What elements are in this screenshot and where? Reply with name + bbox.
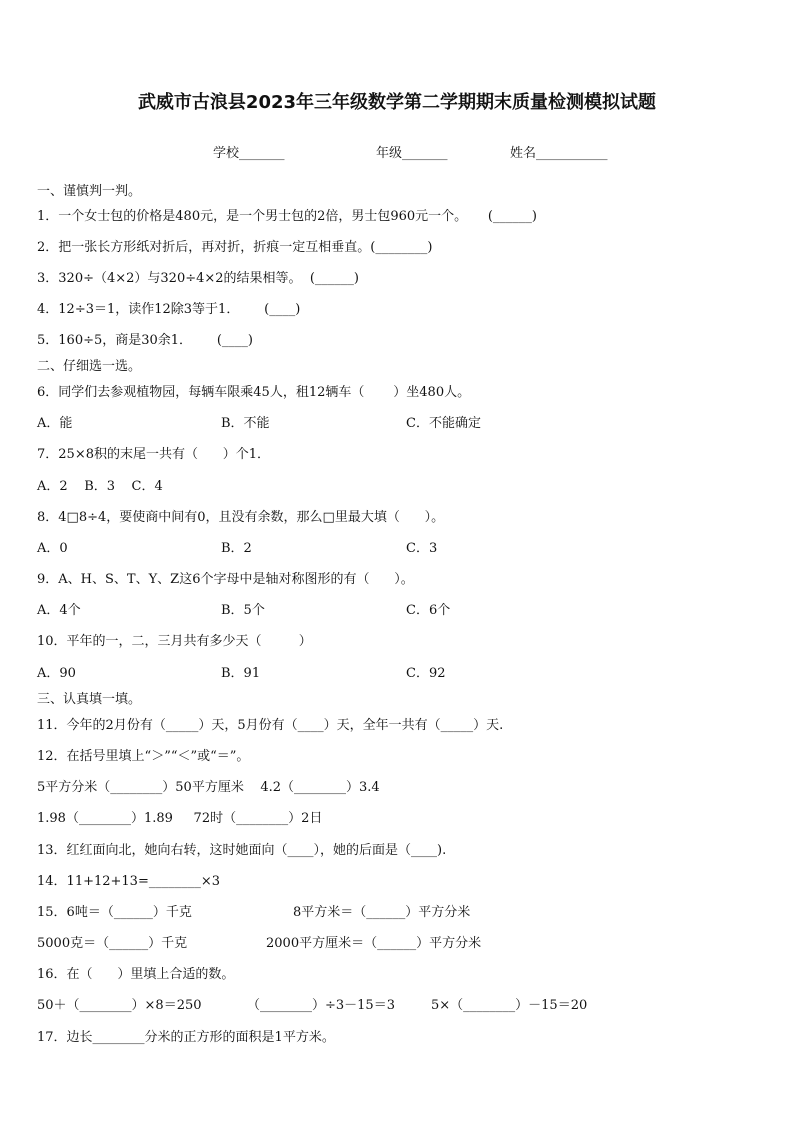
question-line-q10a: A．90: [37, 666, 76, 681]
question-line-q4: 4．12÷3＝1，读作12除3等于1． (____): [37, 302, 301, 317]
question-line-q12r2: 1.98（________）1.89 72时（________）2日: [37, 811, 323, 826]
question-line-q7o: A．2 B．3 C．4: [37, 479, 163, 494]
page-title: 武威市古浪县2023年三年级数学第二学期期末质量检测模拟试题: [137, 92, 657, 113]
question-line-q2: 2．把一张长方形纸对折后，再对折，折痕一定互相垂直。(________): [37, 240, 433, 255]
question-line-q8a: A．0: [37, 541, 68, 556]
question-line-q16: 16．在（ ）里填上合适的数。: [37, 967, 235, 982]
question-line-q6: 6．同学们去参观植物园，每辆车限乘45人，租12辆车（ ）坐480人。: [37, 385, 471, 400]
section-heading-sec1: 一、谨慎判一判。: [37, 184, 142, 199]
question-line-q1: 1．一个女士包的价格是480元，是一个男士包的2倍，男士包960元一个。 (______): [37, 209, 537, 224]
question-line-q13: 13．红红面向北，她向右转，这时她面向（____），她的后面是（____).: [37, 843, 447, 858]
question-line-q15b: 8平方米＝（______）平方分米: [293, 905, 471, 920]
question-line-q9a: A．4个: [37, 603, 81, 618]
question-line-q8b: B．2: [221, 541, 252, 556]
question-line-q10b: B．91: [221, 666, 261, 681]
question-line-q15a: 15．6吨＝（______）千克: [37, 905, 192, 920]
question-line-q9: 9．A、H、S、T、Y、Z这6个字母中是轴对称图形的有（ ）。: [37, 572, 414, 587]
question-line-q9b: B．5个: [221, 603, 265, 618]
grade-field[interactable]: 年级_______: [376, 146, 448, 161]
question-line-q6a: A．能: [37, 416, 73, 431]
question-line-q16c: 5×（________）－15＝20: [431, 998, 588, 1013]
question-line-q15c: 5000克＝（______）千克: [37, 936, 188, 951]
question-line-q10c: C．92: [406, 666, 446, 681]
question-line-q6b: B．不能: [221, 416, 270, 431]
question-line-q5: 5．160÷5，商是30余1． (____): [37, 333, 253, 348]
question-line-q8: 8．4□8÷4，要使商中间有0，且没有余数，那么□里最大填（ ）。: [37, 510, 445, 525]
section-heading-sec3: 三、认真填一填。: [37, 692, 142, 707]
question-line-q9c: C．6个: [406, 603, 451, 618]
question-line-q3: 3．320÷（4×2）与320÷4×2的结果相等。 (______): [37, 271, 359, 286]
question-line-q11: 11．今年的2月份有（_____）天，5月份有（____）天，全年一共有（_____）天.: [37, 718, 504, 733]
question-line-q16a: 50＋（________）×8＝250: [37, 998, 202, 1013]
question-line-q7: 7．25×8积的末尾一共有（ ）个1．: [37, 447, 271, 462]
school-field[interactable]: 学校_______: [213, 146, 285, 161]
question-line-q10: 10．平年的一，二，三月共有多少天（ ）: [37, 634, 312, 649]
question-line-q17: 17．边长________分米的正方形的面积是1平方米。: [37, 1030, 335, 1045]
section-heading-sec2: 二、仔细选一选。: [37, 359, 142, 374]
question-line-q14: 14．11+12+13=________×3: [37, 874, 221, 889]
question-line-q12r1: 5平方分米（________）50平方厘米 4.2（________）3.4: [37, 780, 380, 795]
name-field[interactable]: 姓名___________: [510, 146, 608, 161]
question-line-q16b: （________）÷3－15＝3: [247, 998, 395, 1013]
question-line-q8c: C．3: [406, 541, 438, 556]
question-line-q12: 12．在括号里填上“＞”“＜”或“＝”。: [37, 749, 250, 764]
question-line-q6c: C．不能确定: [406, 416, 481, 431]
question-line-q15d: 2000平方厘米＝（______）平方分米: [266, 936, 482, 951]
